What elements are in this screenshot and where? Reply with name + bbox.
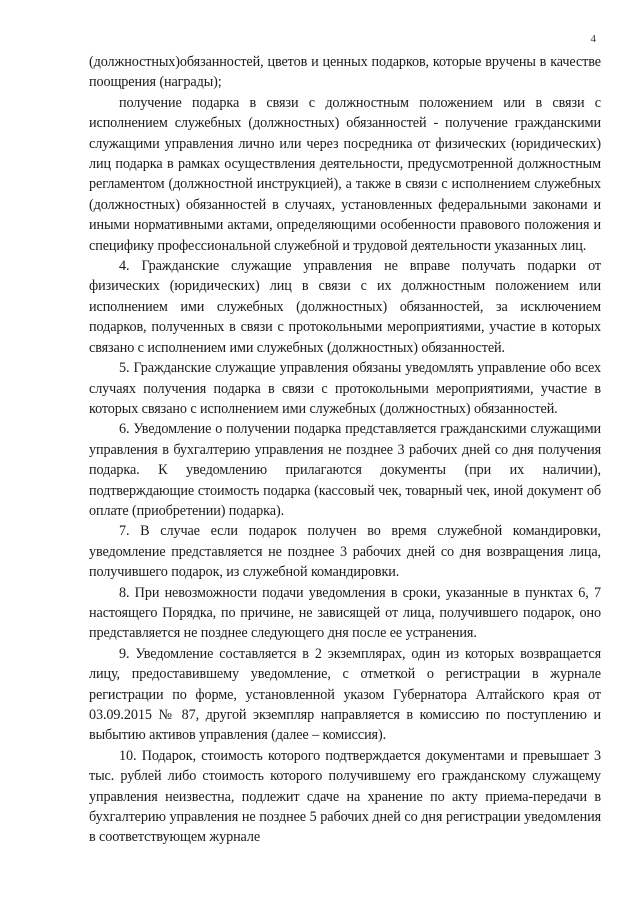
paragraph-continuation: (должностных)обязанностей, цветов и ценных подарков, которые вручены в качестве поощрения (награды); bbox=[89, 54, 601, 91]
paragraph-item-5: 5. Гражданские служащие управления обязаны уведомлять управление обо всех случаях получения подарка в связи с протокольными мероприятиями, участие в которых связано с исполнением ими служебных (должностных) обязанностей. bbox=[89, 360, 601, 417]
document-body bbox=[89, 52, 601, 848]
paragraph-item-10: 10. Подарок, стоимость которого подтверждается документами и превышает 3 тыс. рублей либо стоимость которого получившему его гражданскому служащему управления неизвестна, подлежит сдаче на хранение по акту приема-передачи в бухгалтерию управления не позднее 5 рабочих дней со дня регистрации уведомления в соответствующем журнале bbox=[89, 747, 601, 846]
page-number: 4 bbox=[590, 33, 596, 45]
paragraph-item-7: 7. В случае если подарок получен во время служебной командировки, уведомление представляется не позднее 3 рабочих дней со дня возвращения лица, получившего подарок, из служебной командировки. bbox=[89, 523, 601, 581]
paragraph-item-6: 6. Уведомление о получении подарка представляется гражданскими служащими управления в бухгалтерию управления не позднее 3 рабочих дней со дня получения подарка. К уведомлению прилагаются документы (при их наличии), подтверждающие стоимость подарка (кассовый чек, товарный чек, иной документ об оплате (приобретении) подарка). bbox=[89, 421, 601, 519]
paragraph-item-8: 8. При невозможности подачи уведомления в сроки, указанные в пунктах 6, 7 настоящего Порядка, по причине, не зависящей от лица, получившего подарок, оно представляется не позднее следующего дня после ее устранения. bbox=[89, 584, 601, 642]
paragraph-item-9: 9. Уведомление составляется в 2 экземплярах, один из которых возвращается лицу, предоставившему уведомление, с отметкой о регистрации в журнале регистрации по форме, установленной указом Губернатора Алтайского края от 03.09.2015 № 87, другой экземпляр направляется в комиссию по поступлению и выбытию активов управления (далее – комиссия). bbox=[89, 645, 601, 744]
paragraph-item-4: 4. Гражданские служащие управления не вправе получать подарки от физических (юридических) лиц в связи с их должностным положением или исполнением ими служебных (должностных) обязанностей, за исключением подарков, полученных в связи с протокольными мероприятиями, участие в которых связано с исполнением ими служебных (должностных) обязанностей. bbox=[89, 258, 601, 356]
paragraph-gift-receipt-definition: получение подарка в связи с должностным положением или в связи с исполнением служебных (должностных) обязанностей - получение гражданскими служащими управления лично или через посредника от физических (юридических) лиц подарка в рамках осуществления деятельности, предусмотренной должностным регламентом (должностной инструкцией), а также в связи с исполнением служебных (должностных) обязанностей в случаях, установленных федеральными законами и иными нормативными актами, определяющими особенности правового положения и специфику профессиональной служебной и трудовой деятельности указанных лиц. bbox=[89, 94, 601, 254]
